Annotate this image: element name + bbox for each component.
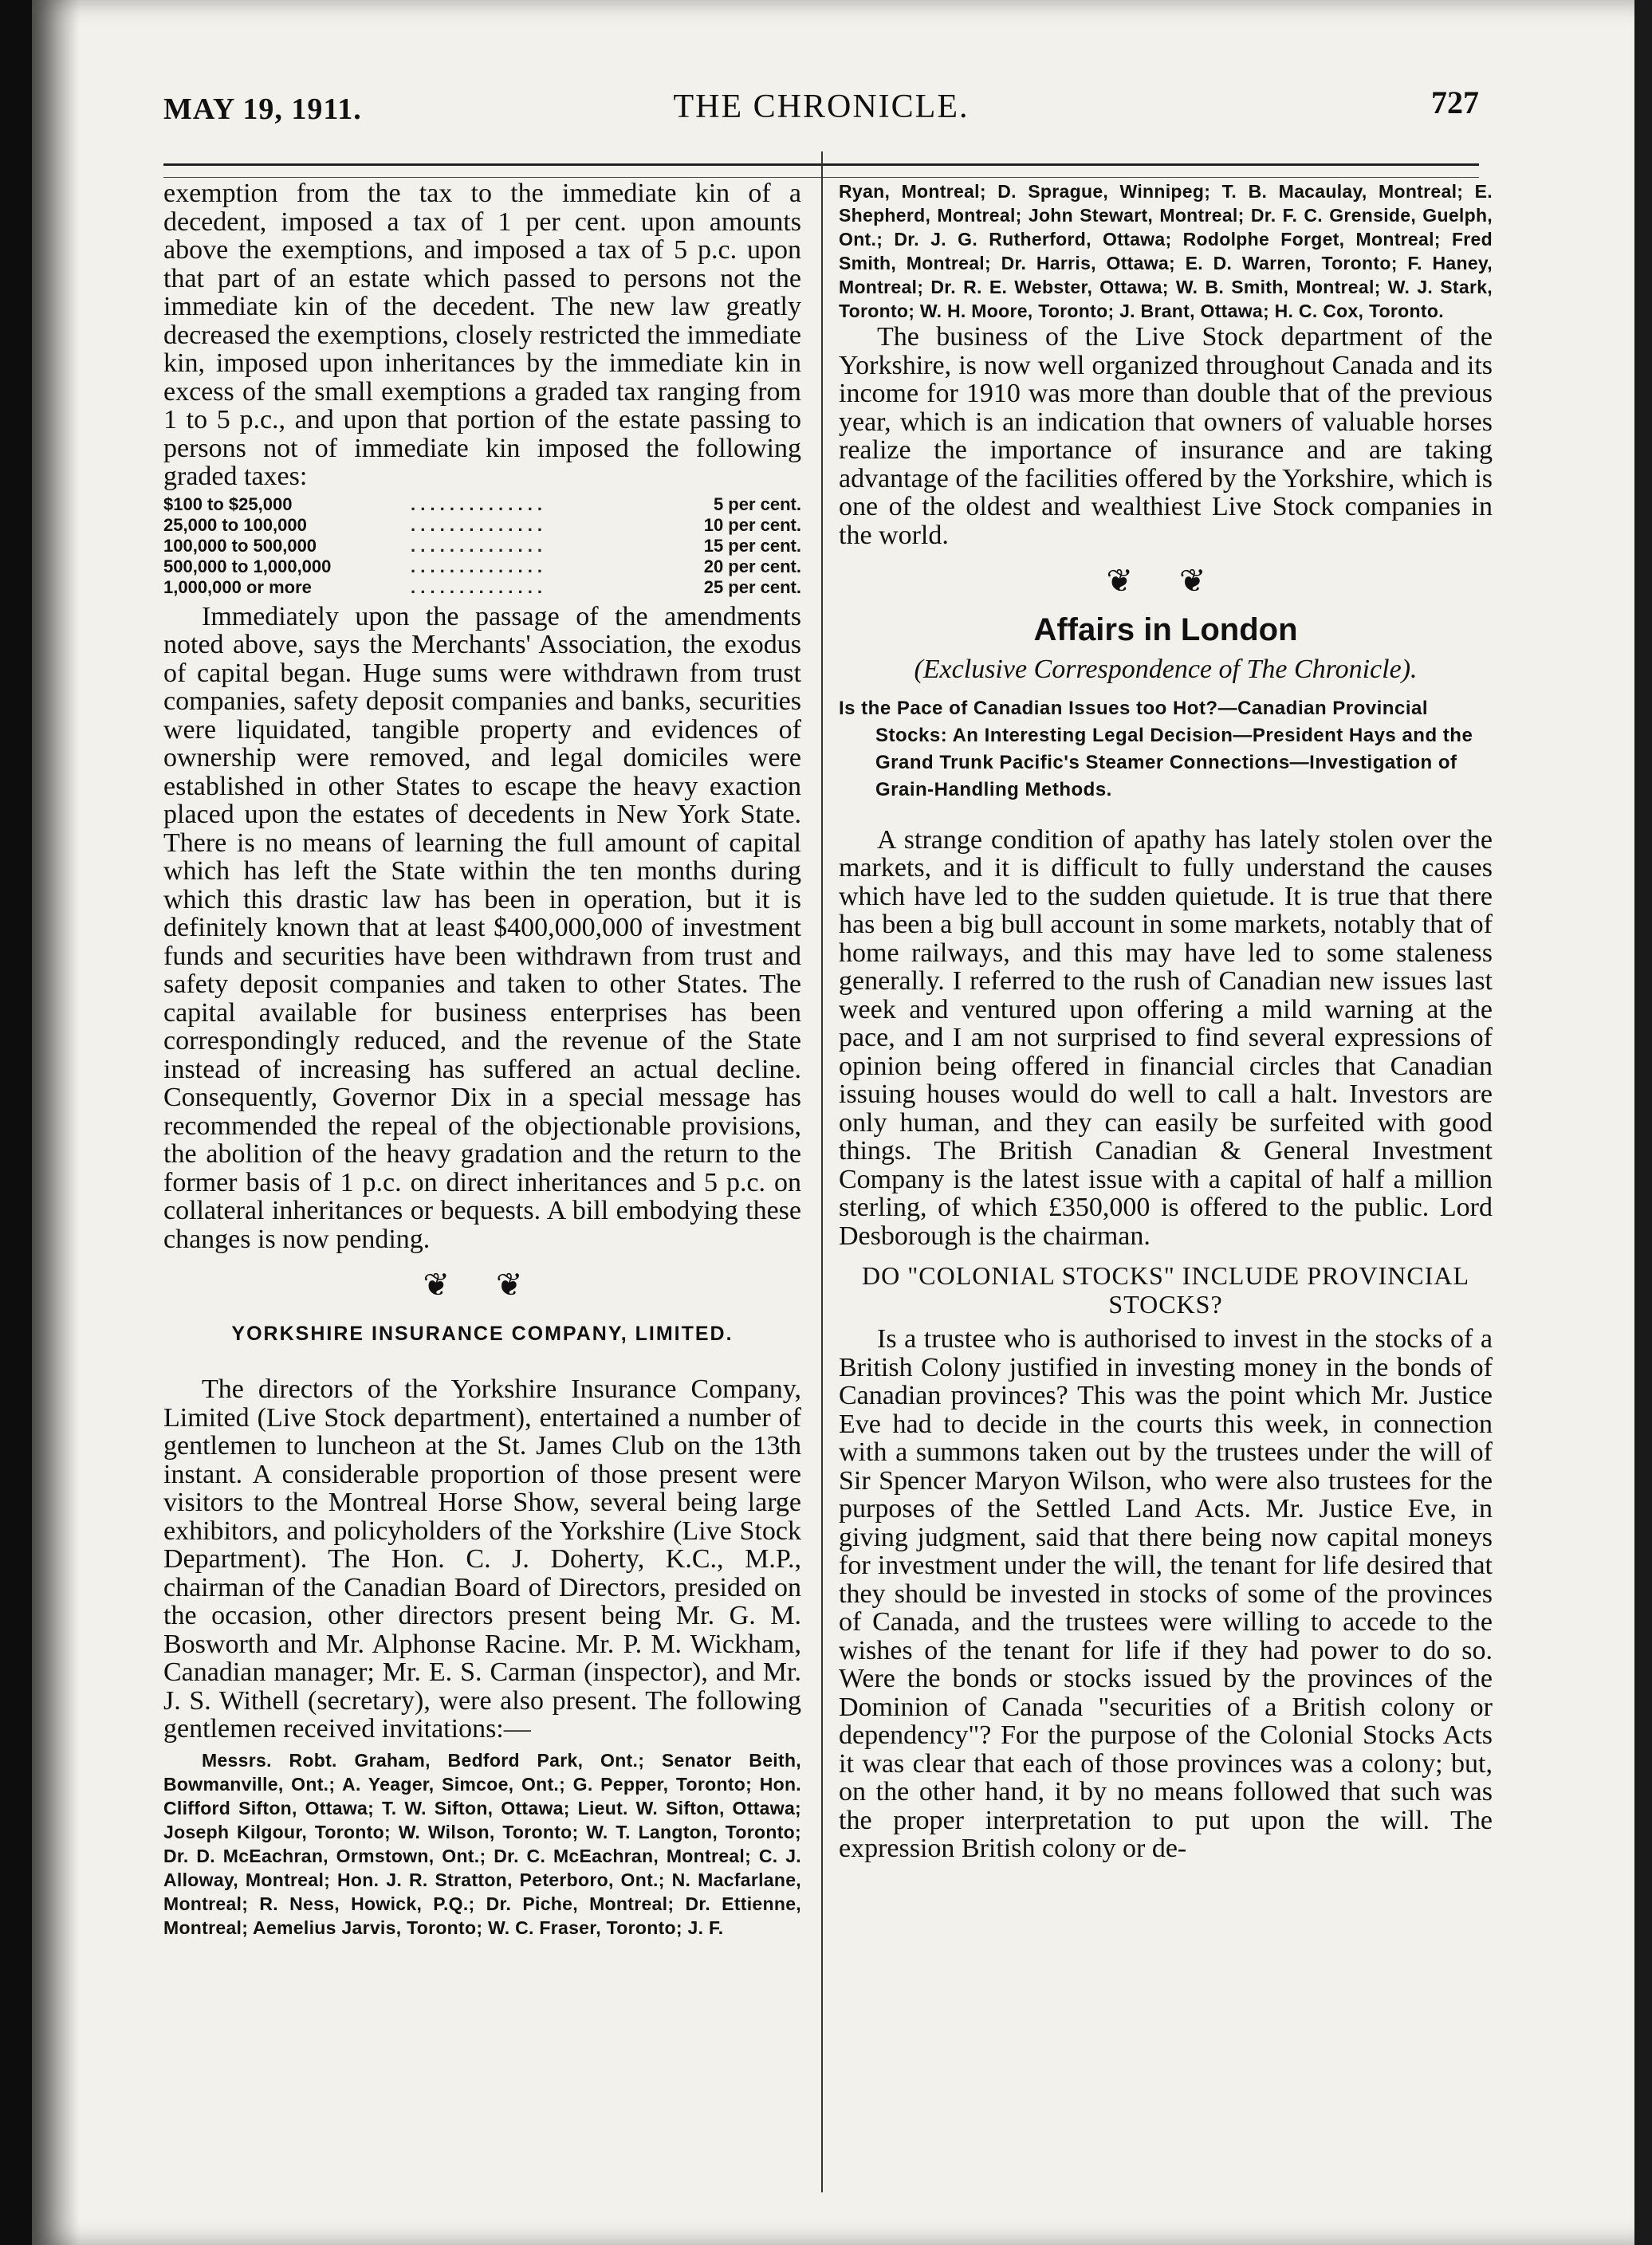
tax-range: 100,000 to 500,000 [163,535,317,556]
tax-row [163,515,801,536]
byline: (Exclusive Correspondence of The Chronicle). [914,655,1418,684]
issue-date: MAY 19, 1911. [163,92,362,126]
tax-row [163,577,801,598]
tax-range: 25,000 to 100,000 [163,514,307,535]
tax-rate: 25 per cent. [703,576,801,597]
leader-dots: . . . . . . . . . . . . . . [411,556,543,576]
graded-tax-table [163,494,801,598]
guest-list: Messrs. Robt. Graham, Bedford Park, Ont.; Senator Beith, Bowmanville, Ont.; A. Yeager, Simcoe, Ont.; G. Pepper, Toronto; Hon. Clifford Sifton, Ottawa; T. W. Sifton, Ottawa; Lieut. W. Sifton, Ottawa; Joseph Kilgour, Toronto; W. Wilson, Toronto; W. T. Langton, Toronto; Dr. D. McEachran, Ormstown, Ont.; Dr. C. McEachran, Montreal; C. J. Alloway, Montreal; Hon. J. R. Stratton, Peterboro, Ont.; N. Macfarlane, Montreal; R. Ness, Howick, P.Q.; Dr. Piche, Montreal; Dr. Ettienne, Montreal; Aemelius Jarvis, Toronto; W. C. Fraser, Toronto; J. F. [163,1749,801,1938]
column-divider [821,151,823,2192]
tax-rate: 5 per cent. [713,493,801,514]
tax-row [163,494,801,515]
tax-range: 1,000,000 or more [163,576,312,597]
leader-dots: . . . . . . . . . . . . . . [411,535,543,556]
left-column [163,179,801,1940]
page-header [163,84,1479,132]
publication-title: THE CHRONICLE. [673,88,970,125]
section-ornament: ❦ ❦ [423,1267,542,1303]
right-column [839,179,1493,1863]
right-paragraph-2: A strange condition of apathy has lately stolen over the markets, and it is difficult to fully understand the causes which have led to the sudden quietude. It is true that there has been a big bull account in some markets, notably that of home railways, and this may have led to some staleness generally. I referred to the rush of Canadian new issues last week and ventured upon offering a mild warning at the pace, and I am not surprised to find several expressions of opinion being offered in financial circles that Canadian issuing houses would do well to call a halt. Investors are only human, and they can easily be surfeited with good things. The British Canadian & General Investment Company is the latest issue with a capital of half a million sterling, of which £350,000 is offered to the public. Lord Desborough is the chairman. [839,824,1493,1251]
left-paragraph-1: exemption from the tax to the immediate kin of a decedent, imposed a tax of 1 per cent. upon amounts above the exemptions, and imposed a tax of 5 p.c. upon that part of an estate which passed to persons not the immediate kin of the decedent. The new law greatly decreased the exemptions, closely restricted the immediate kin, imposed upon inheritances by the immediate kin in excess of the small exemptions a graded tax ranging from 1 to 5 p.c., and upon that portion of the estate passing to persons not of immediate kin imposed the following graded taxes: [163,179,801,491]
right-paragraph-3: Is a trustee who is authorised to invest in the stocks of a British Colony justified in investing money in the bonds of Canadian provinces? This was the point which Mr. Justice Eve had to decide in the courts this week, in connection with a summons taken out by the trustees under the will of Sir Spencer Maryon Wilson, who were also trustees for the purposes of the Settled Land Acts. Mr. Justice Eve, in giving judgment, said that there being now capital moneys for investment under the will, the tenant for life desired that they should be invested in stocks of some of the provinces of Canada, and the trustees were willing to accede to the wishes of the tenant for life if they had power to do so. Were the bonds or stocks issued by the provinces of the Dominion of Canada "securities of a British colony or dependency"? For the purpose of the Colonial Stocks Acts it was clear that each of those provinces was a colony; but, on the other hand, it by no means followed that such was the proper interpretation to put upon the will. The expression British colony or de- [839,1324,1493,1863]
tax-rate: 10 per cent. [703,514,801,535]
scan-edge [1634,0,1652,2245]
affairs-in-london-heading: Affairs in London [1033,611,1298,647]
tax-range: 500,000 to 1,000,000 [163,556,332,576]
right-paragraph-1: The business of the Live Stock department of the Yorkshire, is now well organized throughout Canada and its income for 1910 was more than double that of the previous year, which is an indication that owners of valuable horses realize the importance of insurance and are taking advantage of the facilities offered by the Yorkshire, which is one of the oldest and wealthiest Live Stock companies in the world. [839,322,1493,550]
page-number: 727 [1431,85,1479,120]
tax-row [163,556,801,577]
colonial-stocks-subheading: DO "COLONIAL STOCKS" INCLUDE PROVINCIAL STOCKS? [861,1261,1469,1319]
article-deck: Is the Pace of Canadian Issues too Hot?—Canadian Provincial Stocks: An Interesting Legal Decision—President Hays and the Grand Trunk Pacific's Steamer Connections—Investigation of Grain-Handling Methods. [839,697,1473,800]
leader-dots: . . . . . . . . . . . . . . [411,576,543,597]
guest-list-continued: Ryan, Montreal; D. Sprague, Winnipeg; T. B. Macaulay, Montreal; E. Shepherd, Montreal; John Stewart, Montreal; Dr. F. C. Grenside, Guelph, Ont.; Dr. J. G. Rutherford, Ottawa; Rodolphe Forget, Montreal; Fred Smith, Montreal; Dr. Harris, Ottawa; E. D. Warren, Toronto; F. Haney, Montreal; Dr. R. E. Webster, Ottawa; W. B. Smith, Montreal; W. J. Stark, Toronto; W. H. Moore, Toronto; J. Brant, Ottawa; H. C. Cox, Toronto. [839,181,1493,321]
tax-rate: 15 per cent. [703,535,801,556]
tax-rate: 20 per cent. [703,556,801,576]
left-paragraph-2: Immediately upon the passage of the amendments noted above, says the Merchants' Association, the exodus of capital began. Huge sums were withdrawn from trust companies, safety deposit companies and banks, securities were liquidated, tangible property and evidences of ownership were removed, and legal domiciles were established in other States to escape the heavy exaction placed upon the estates of decedents in New York State. There is no means of learning the full amount of capital which has left the State within the ten months during which this drastic law has been in operation, but it is definitely known that at least $400,000,000 of investment funds and securities have been withdrawn from trust and safety deposit companies and taken to other States. The capital available for business enterprises has been correspondingly reduced, and the revenue of the State instead of increasing has suffered an actual decline. Consequently, Governor Dix in a special message has recommended the repeal of the objectionable provisions, the abolition of the heavy gradation and the return to the former basis of 1 p.c. on direct inheritances and 5 p.c. on collateral inheritances or bequests. A bill embodying these changes is now pending. [163,601,801,1254]
yorkshire-heading: YORKSHIRE INSURANCE COMPANY, LIMITED. [231,1322,734,1345]
tax-row [163,536,801,556]
leader-dots: . . . . . . . . . . . . . . [411,514,543,535]
section-ornament: ❦ ❦ [1106,563,1225,599]
left-paragraph-3: The directors of the Yorkshire Insurance Company, Limited (Live Stock department), entertained a number of gentlemen to luncheon at the St. James Club on the 13th instant. A considerable proportion of those present were visitors to the Montreal Horse Show, several being large exhibitors, and policyholders of the Yorkshire (Live Stock Department). The Hon. C. J. Doherty, K.C., M.P., chairman of the Canadian Board of Directors, presided on the occasion, other directors present being Mr. G. M. Bosworth and Mr. Alphonse Racine. Mr. P. M. Wickham, Canadian manager; Mr. E. S. Carman (inspector), and Mr. J. S. Withell (secretary), were also present. The following gentlemen received invitations:— [163,1374,801,1744]
tax-range: $100 to $25,000 [163,493,293,514]
leader-dots: . . . . . . . . . . . . . . [411,493,543,514]
binding-shadow [32,0,80,2245]
